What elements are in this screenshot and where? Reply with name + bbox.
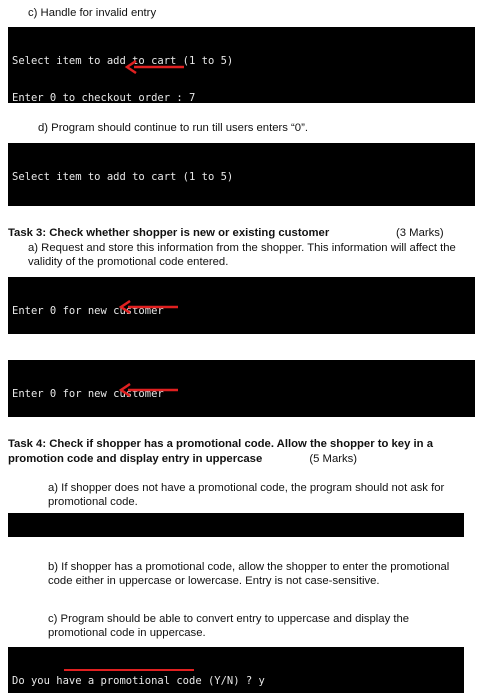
part-d-heading: d) Program should continue to run till users enters “0”. [38, 122, 308, 134]
task-4-item-b: b) If shopper has a promotional code, allow the shopper to enter the promotional code either in uppercase or lowercase. Entry is not case-sensitive. [48, 561, 450, 587]
red-underline-icon [64, 667, 194, 673]
console-line: Select item to add to cart (1 to 5) [12, 54, 234, 67]
red-arrow-left-icon [124, 60, 186, 74]
console-no-promo [8, 513, 464, 537]
console-line: Enter 0 for new customer [12, 387, 164, 400]
task-3-marks: (3 Marks) [396, 227, 444, 239]
task-3-title: Task 3: Check whether shopper is new or existing customer [8, 227, 330, 239]
red-arrow-left-icon [118, 383, 180, 397]
console-line: Select item to add to cart (1 to 5) [12, 170, 234, 183]
part-c-heading: c) Handle for invalid entry [28, 7, 157, 19]
task-3-item-a: a) Request and store this information from the shopper. This information will affect the validity of the promotional code entered. [28, 242, 456, 268]
console-line: Enter 0 to checkout order : 7 [12, 92, 196, 103]
console-new-customer [8, 277, 475, 334]
console-invalid-entry [8, 27, 475, 103]
task-4-title [8, 437, 470, 467]
red-arrow-left-icon [118, 300, 180, 314]
console-existing-customer [8, 360, 475, 417]
task-4-marks: (5 Marks) [309, 453, 358, 465]
console-line: Do you have a promotional code (Y/N) ? y [12, 674, 265, 687]
task-4-item-c: c) Program should be able to convert entry to uppercase and display the promotional code in uppercase. [48, 613, 410, 639]
task-4-title-text: Task 4: Check if shopper has a promotional code. Allow the shopper to key in a promotion code and display entry in uppercase [8, 438, 433, 465]
task-4-item-a: a) If shopper does not have a promotional code, the program should not ask for promotional code. [48, 482, 445, 508]
console-line: Enter 0 for new customer [12, 304, 164, 317]
console-continue-run [8, 143, 475, 206]
